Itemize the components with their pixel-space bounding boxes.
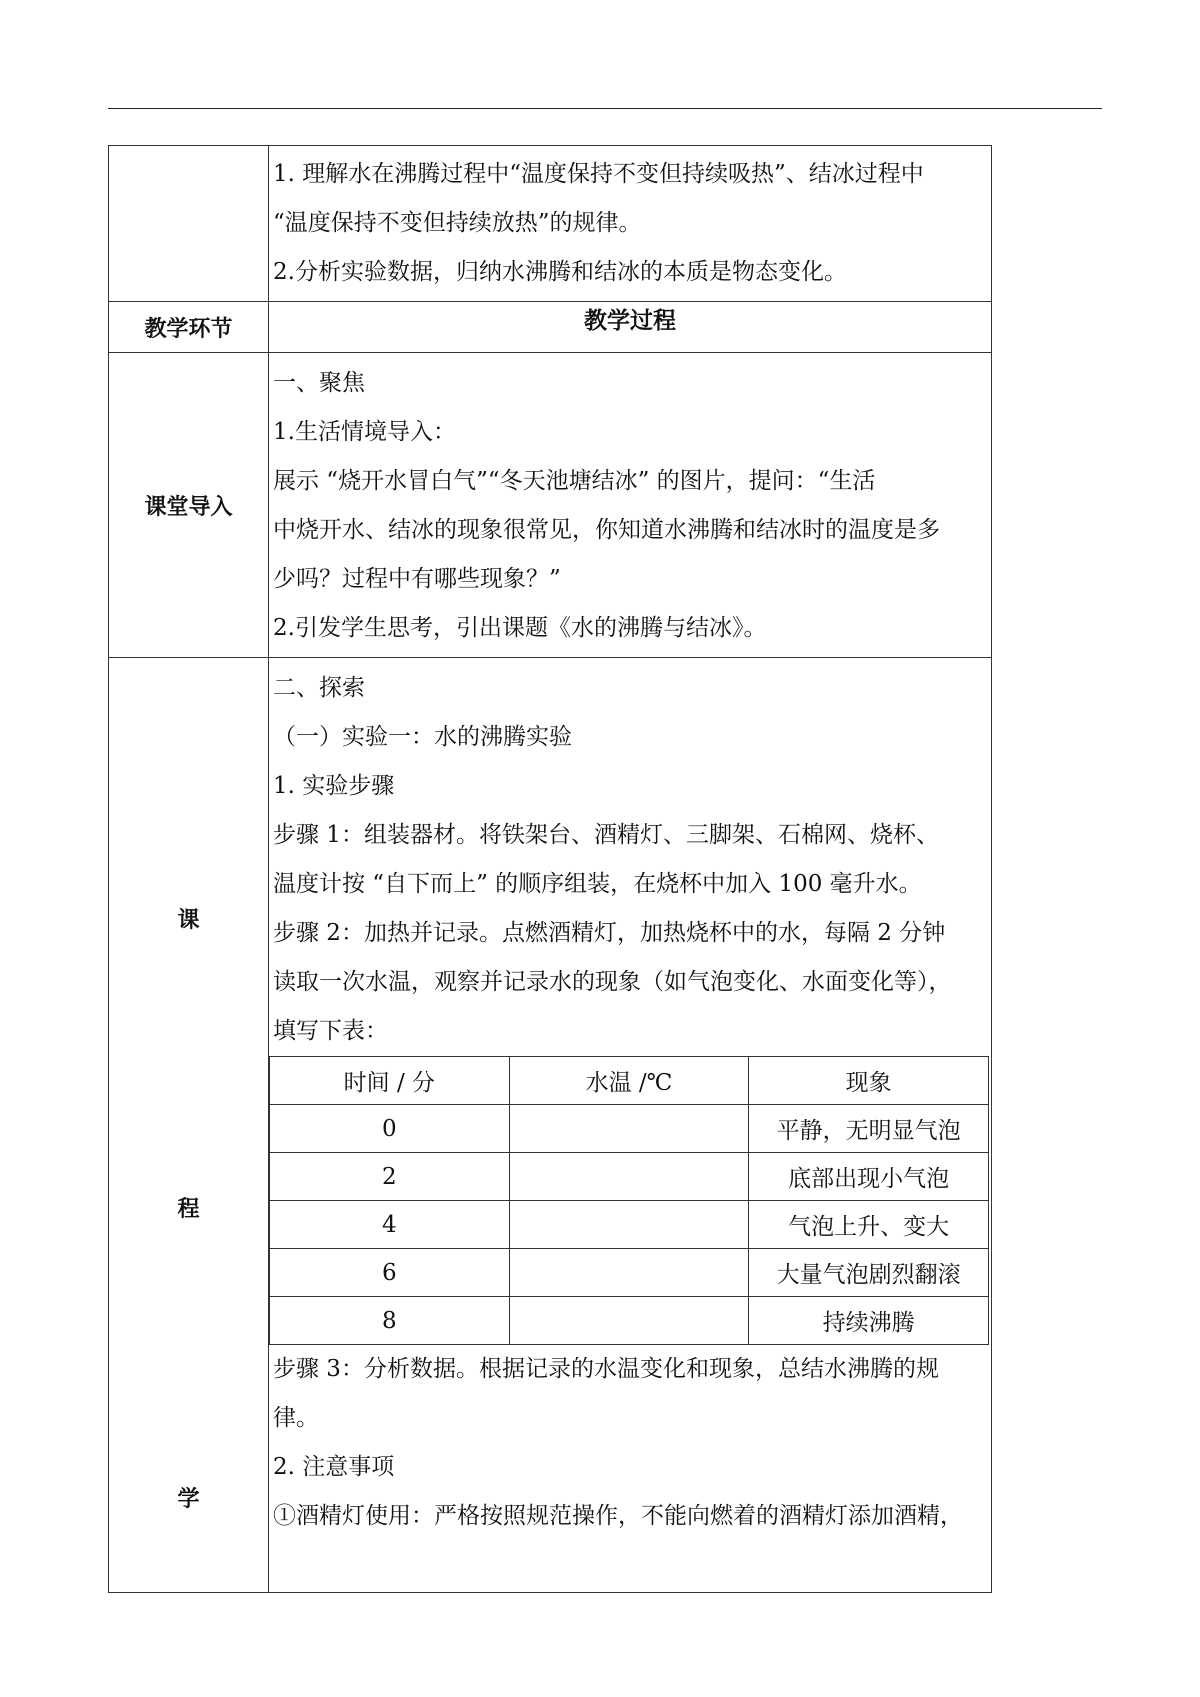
table-header-cell: 时间 / 分 [270,1057,510,1105]
lesson-line: 步骤 2：加热并记录。点燃酒精灯，加热烧杯中的水，每隔 2 分钟 [273,920,946,946]
lesson-line: 填写下表： [273,1018,388,1044]
table-row [270,1153,989,1201]
lesson-line: 律。 [273,1405,319,1431]
lesson-row [109,658,992,1593]
header-rule [108,108,1102,109]
time-cell: 0 [270,1105,510,1153]
intro-line: 展示 “烧开水冒白气”“冬天池塘结冰” 的图片，提问：“生活 [273,468,876,494]
lesson-label-char: 程 [177,1197,200,1222]
table-row [270,1297,989,1345]
lesson-label-char: 课 [177,908,200,933]
lesson-plan-table [108,145,992,1593]
lesson-line: 2. 注意事项 [273,1454,395,1480]
objectives-label-cell [109,146,269,302]
temp-cell[interactable] [509,1105,749,1153]
lesson-line: 二、探索 [273,675,365,701]
temp-cell[interactable] [509,1297,749,1345]
lesson-line: 步骤 1：组装器材。将铁架台、酒精灯、三脚架、石棉网、烧杯、 [273,822,939,848]
temp-cell[interactable] [509,1249,749,1297]
header-right-cell: 教学过程 [269,302,992,353]
objectives-row [109,146,992,302]
phenomenon-cell: 持续沸腾 [749,1297,989,1345]
intro-content-cell [269,353,992,658]
time-cell: 2 [270,1153,510,1201]
intro-label-cell: 课堂导入 [109,353,269,658]
phenomenon-cell: 气泡上升、变大 [749,1201,989,1249]
intro-line: 一、聚焦 [273,370,365,396]
intro-line: 2.引发学生思考，引出课题《水的沸腾与结冰》。 [273,615,767,641]
header-left-cell: 教学环节 [109,302,269,353]
table-header-cell: 现象 [749,1057,989,1105]
lesson-line: 步骤 3：分析数据。根据记录的水温变化和现象，总结水沸腾的规 [273,1356,939,1382]
objective-line: “温度保持不变但持续放热”的规律。 [273,210,642,236]
lesson-label-char: 学 [177,1487,200,1512]
phenomenon-cell: 平静，无明显气泡 [749,1105,989,1153]
time-cell: 4 [270,1201,510,1249]
temp-cell[interactable] [509,1201,749,1249]
lesson-content-cell [269,658,992,1593]
intro-line: 1.生活情境导入： [273,419,456,445]
intro-line: 中烧开水、结冰的现象很常见，你知道水沸腾和结冰时的温度是多 [273,517,940,543]
temp-cell[interactable] [509,1153,749,1201]
time-cell: 6 [270,1249,510,1297]
objective-line: 1. 理解水在沸腾过程中“温度保持不变但持续吸热”、结冰过程中 [273,161,924,187]
table-header-row [270,1057,989,1105]
objectives-cell [269,146,992,302]
phenomenon-cell: 大量气泡剧烈翻滚 [749,1249,989,1297]
lesson-line: （一）实验一：水的沸腾实验 [273,724,572,750]
intro-line: 少吗？过程中有哪些现象？” [273,566,561,592]
table-row [270,1105,989,1153]
phenomenon-cell: 底部出现小气泡 [749,1153,989,1201]
lesson-line: ①酒精灯使用：严格按照规范操作，不能向燃着的酒精灯添加酒精， [273,1503,963,1529]
table-row [270,1201,989,1249]
objective-line: 2.分析实验数据，归纳水沸腾和结冰的本质是物态变化。 [273,259,847,285]
lesson-line: 1. 实验步骤 [273,773,395,799]
table-row [270,1249,989,1297]
intro-row [109,353,992,658]
header-row [109,302,992,353]
lesson-label-cell [109,658,269,1593]
lesson-line: 温度计按 “自下而上” 的顺序组装，在烧杯中加入 100 毫升水。 [273,871,922,897]
boiling-data-table [269,1056,989,1345]
lesson-line: 读取一次水温，观察并记录水的现象（如气泡变化、水面变化等）， [273,969,952,995]
table-header-cell: 水温 /℃ [509,1057,749,1105]
time-cell: 8 [270,1297,510,1345]
